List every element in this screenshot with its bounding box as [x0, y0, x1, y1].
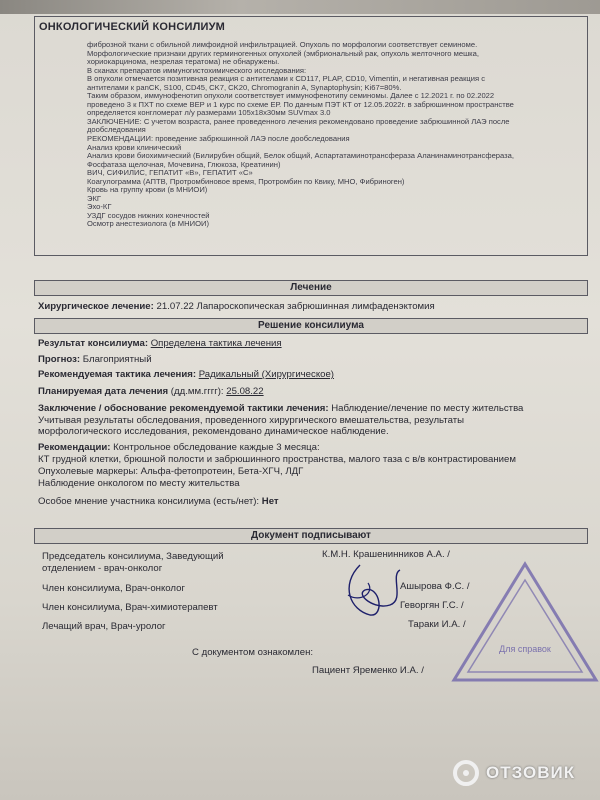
council-title: ОНКОЛОГИЧЕСКИЙ КОНСИЛИУМ: [39, 21, 225, 33]
council-body-line: ЗАКЛЮЧЕНИЕ: С учетом возраста, ранее проведенного лечения рекомендовано проведение забрюшинной ЛАЭ после: [87, 117, 510, 126]
tactic-value: Радикальный (Хирургическое): [198, 369, 334, 380]
council-body-line: дообследования: [87, 126, 146, 135]
special-opinion-row: [38, 496, 588, 507]
council-body-line: определяется конгломерат л/у размерами 105х18х30мм SUVmax 3.0: [87, 109, 331, 118]
signer-taraki: Тараки И.А. /: [408, 619, 466, 630]
surgical-value: 21.07.22 Лапароскопическая забрюшинная лимфаденэктомия: [156, 301, 435, 312]
recommendations-value: Контрольное обследование каждые 3 месяца:: [113, 442, 320, 453]
council-body-line: РЕКОМЕНДАЦИИ: проведение забрюшинной ЛАЭ после дообследования: [87, 135, 350, 144]
patient-name: Пациент Яременко И.А. /: [312, 665, 424, 676]
council-body-line: В сканах препаратов иммуногистохимического исследования:: [87, 66, 307, 75]
treatment-heading: Лечение: [34, 280, 588, 296]
surgical-label: Хирургическое лечение:: [38, 301, 154, 312]
signer-gevorgyan: Геворгян Г.С. /: [400, 600, 464, 611]
conclusion-row: [38, 403, 588, 414]
council-body-line: ВИЧ, СИФИЛИС, ГЕПАТИТ «В», ГЕПАТИТ «С»: [87, 169, 253, 178]
tactic-row: [38, 369, 588, 380]
council-body-line: хориокарцинома, незрелая тератома) не обнаружены.: [87, 58, 280, 67]
page-edge-shadow: [0, 0, 600, 14]
council-body-line: проведено 3 к ПХТ по схеме ВЕР и 1 курс по схеме ЕР. По данным ПЭТ КТ от 12.05.2022г. в забрюшинном пространстве: [87, 100, 514, 109]
conclusion-line-2: морфологического исследования, рекомендовано динамическое наблюдение.: [38, 426, 389, 437]
recommendation-line-1: КТ грудной клетки, брюшной полости и забрюшинного пространства, малого таза с в/в контрастированием: [38, 454, 516, 465]
role-urologist: Лечащий врач, Врач-уролог: [42, 621, 166, 632]
council-body-line: Коагулограмма (АПТВ, Протромбиновое время, Протромбин по Квику, МНО, Фибриноген): [87, 177, 405, 186]
recommendations-row: [38, 442, 588, 453]
council-body-line: Кровь на группу крови (в МНИОИ): [87, 186, 208, 195]
signatures-heading: Документ подписывают: [34, 528, 588, 544]
watermark-text: ОТЗОВИК: [486, 763, 576, 782]
signer-ashyrova: Ашырова Ф.С. /: [400, 581, 470, 592]
special-opinion-label: Особое мнение участника консилиума (есть/нет):: [38, 496, 260, 507]
prognosis-label: Прогноз:: [38, 354, 81, 365]
council-body-line: антителами к panCK, S100, CD45, CK7, CK20, Chromogranin A, Synaptophysin; Ki67=80%.: [87, 83, 402, 92]
handwritten-signature: [330, 555, 440, 625]
council-body-text: [87, 41, 577, 229]
planned-date-label: Планируемая дата лечения: [38, 386, 169, 397]
council-body-line: Осмотр анестезиолога (в МНИОИ): [87, 220, 209, 229]
council-body-line: Анализ крови биохимический (Билирубин общий, Белок общий, Аспартатаминотрансфераза Аланинаминотрансфераза,: [87, 152, 514, 161]
result-label: Результат консилиума:: [38, 338, 149, 349]
signer-krasheninnikov: К.М.Н. Крашенинников А.А. /: [322, 549, 450, 560]
prognosis-value: Благоприятный: [82, 354, 152, 365]
recommendation-line-2: Опухолевые маркеры: Альфа-фетопротеин, Бета-ХГЧ, ЛДГ: [38, 466, 304, 477]
conclusion-value: Наблюдение/лечение по месту жительства: [331, 403, 524, 414]
role-chairman: Председатель консилиума, Заведующий: [42, 551, 224, 562]
stamp-text: Для справок: [499, 644, 551, 654]
triangular-stamp: [450, 556, 600, 686]
acquainted-label: С документом ознакомлен:: [192, 647, 314, 658]
oncology-council-box: [34, 16, 588, 256]
decision-heading: Решение консилиума: [34, 318, 588, 334]
council-body-line: УЗДГ сосудов нижних конечностей: [87, 211, 210, 220]
council-body-line: Эхо-КГ: [87, 203, 112, 212]
prognosis-row: [38, 354, 588, 365]
recommendation-line-3: Наблюдение онкологом по месту жительства: [38, 478, 240, 489]
role-chemotherapist: Член консилиума, Врач-химиотерапевт: [42, 602, 218, 613]
special-opinion-value: Нет: [261, 496, 279, 507]
conclusion-line-1: Учитывая результаты обследования, проведенного хирургического вмешательства, результаты: [38, 415, 464, 426]
surgical-treatment-row: [38, 301, 588, 312]
conclusion-label: Заключение / обоснование рекомендуемой тактики лечения:: [38, 403, 329, 414]
council-body-line: ЭКГ: [87, 194, 101, 203]
planned-date-value: 25.08.22: [226, 386, 264, 397]
council-body-line: фиброзной ткани с обильной лимфоидной инфильтрацией. Опухоль по морфологии соответствует семиноме.: [87, 41, 478, 49]
recommendations-label: Рекомендации:: [38, 442, 111, 453]
council-body-line: Морфологические признаки других герминогенных опухолей (эмбриональный рак, опухоль желточного мешка,: [87, 49, 480, 58]
planned-date-row: [38, 386, 588, 397]
council-body-line: Таким образом, иммунофенотип опухоли соответствует иммунофенотипу семиномы. Далее с 12.2021 г. по 02.2022: [87, 92, 495, 101]
result-row: [38, 338, 588, 349]
council-body-line: Анализ крови клинический: [87, 143, 182, 152]
role-chairman-dept: отделением - врач-онколог: [42, 563, 163, 574]
result-value: Определена тактика лечения: [150, 338, 282, 349]
tactic-label: Рекомендуемая тактика лечения:: [38, 369, 197, 380]
council-body-line: В опухоли отмечается позитивная реакция с антителами к CD117, PLAP, CD10, Vimentin, и негативная реакция с: [87, 75, 486, 84]
council-body-line: Фосфатаза щелочная, Мочевина, Глюкоза, Креатинин): [87, 160, 281, 169]
date-format: (дд.мм.гггг):: [170, 386, 224, 397]
role-oncologist: Член консилиума, Врач-онколог: [42, 583, 185, 594]
